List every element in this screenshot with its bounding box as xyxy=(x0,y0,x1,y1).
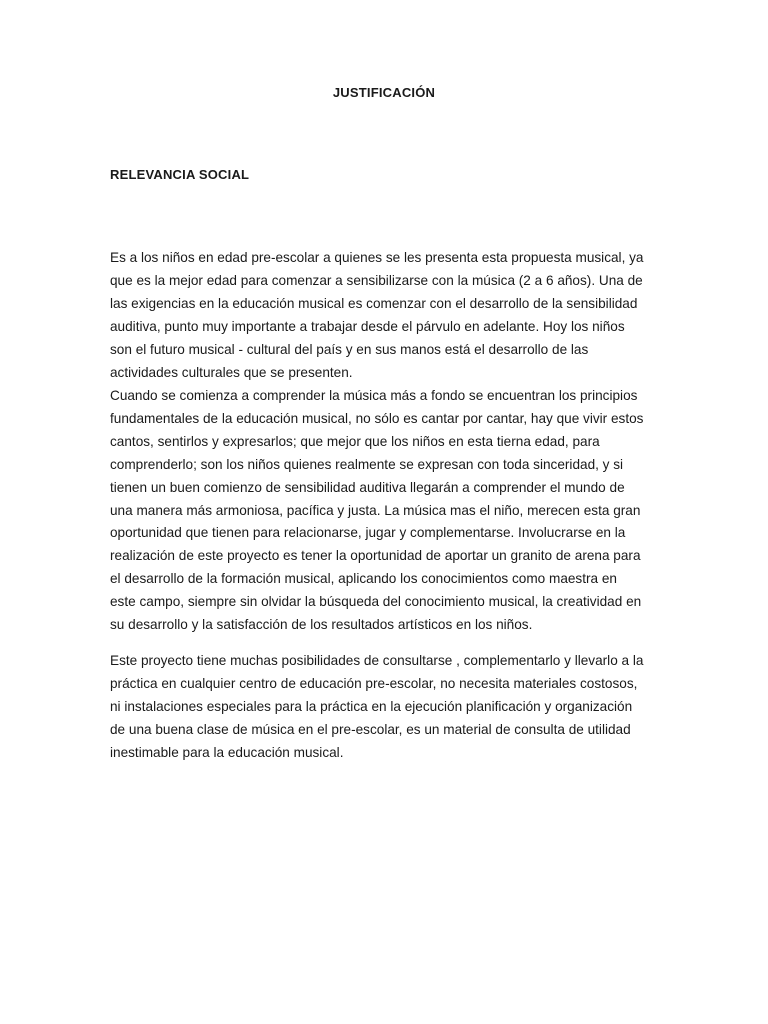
text-line: inestimable para la educación musical. xyxy=(110,744,344,760)
paragraph-2 xyxy=(110,385,658,637)
text-line: oportunidad que tienen para relacionarse, jugar y complementarse. Involucrarse en la xyxy=(110,525,626,541)
paragraph-3 xyxy=(110,650,658,765)
text-line: fundamentales de la educación musical, no sólo es cantar por cantar, hay que vivir estos xyxy=(110,410,644,426)
text-line: Cuando se comienza a comprender la música más a fondo se encuentran los principios xyxy=(110,388,638,403)
text-line: las exigencias en la educación musical es comenzar con el desarrollo de la sensibilidad xyxy=(110,295,638,311)
text-line: son el futuro musical - cultural del país y en sus manos está el desarrollo de las xyxy=(110,341,589,357)
text-line: Este proyecto tiene muchas posibilidades de consultarse , complementarlo y llevarlo a la xyxy=(110,653,644,668)
document-title: JUSTIFICACIÓN xyxy=(332,85,436,100)
text-line: que es la mejor edad para comenzar a sensibilizarse con la música (2 a 6 años). Una de xyxy=(110,272,643,288)
text-line: ni instalaciones especiales para la práctica en la ejecución planificación y organización xyxy=(110,698,633,714)
text-line: su desarrollo y la satisfacción de los resultados artísticos en los niños. xyxy=(110,617,533,633)
text-line: una manera más armoniosa, pacífica y justa. La música mas el niño, merecen esta gran xyxy=(110,502,641,518)
text-line: realización de este proyecto es tener la oportunidad de aportar un granito de arena para xyxy=(110,548,641,564)
text-line: tienen un buen comienzo de sensibilidad auditiva llegarán a comprender el mundo de xyxy=(110,479,625,495)
text-line: auditiva, punto muy importante a trabajar desde el párvulo en adelante. Hoy los niños xyxy=(110,318,625,334)
text-line: este campo, siempre sin olvidar la búsqueda del conocimiento musical, la creatividad en xyxy=(110,594,642,610)
text-line: Es a los niños en edad pre-escolar a quienes se les presenta esta propuesta musical, ya xyxy=(110,250,644,265)
text-line: actividades culturales que se presenten. xyxy=(110,364,353,380)
paragraph-1 xyxy=(110,247,658,384)
text-line: de una buena clase de música en el pre-escolar, es un material de consulta de utilidad xyxy=(110,721,631,737)
text-line: el desarrollo de la formación musical, aplicando los conocimientos como maestra en xyxy=(110,571,617,587)
text-line: comprenderlo; son los niños quienes realmente se expresan con toda sinceridad, y si xyxy=(110,456,624,472)
section-heading: RELEVANCIA SOCIAL xyxy=(110,167,250,182)
text-line: cantos, sentirlos y expresarlos; que mejor que los niños en esta tierna edad, para xyxy=(110,433,600,449)
text-line: práctica en cualquier centro de educación pre-escolar, no necesita materiales costosos, xyxy=(110,675,638,691)
